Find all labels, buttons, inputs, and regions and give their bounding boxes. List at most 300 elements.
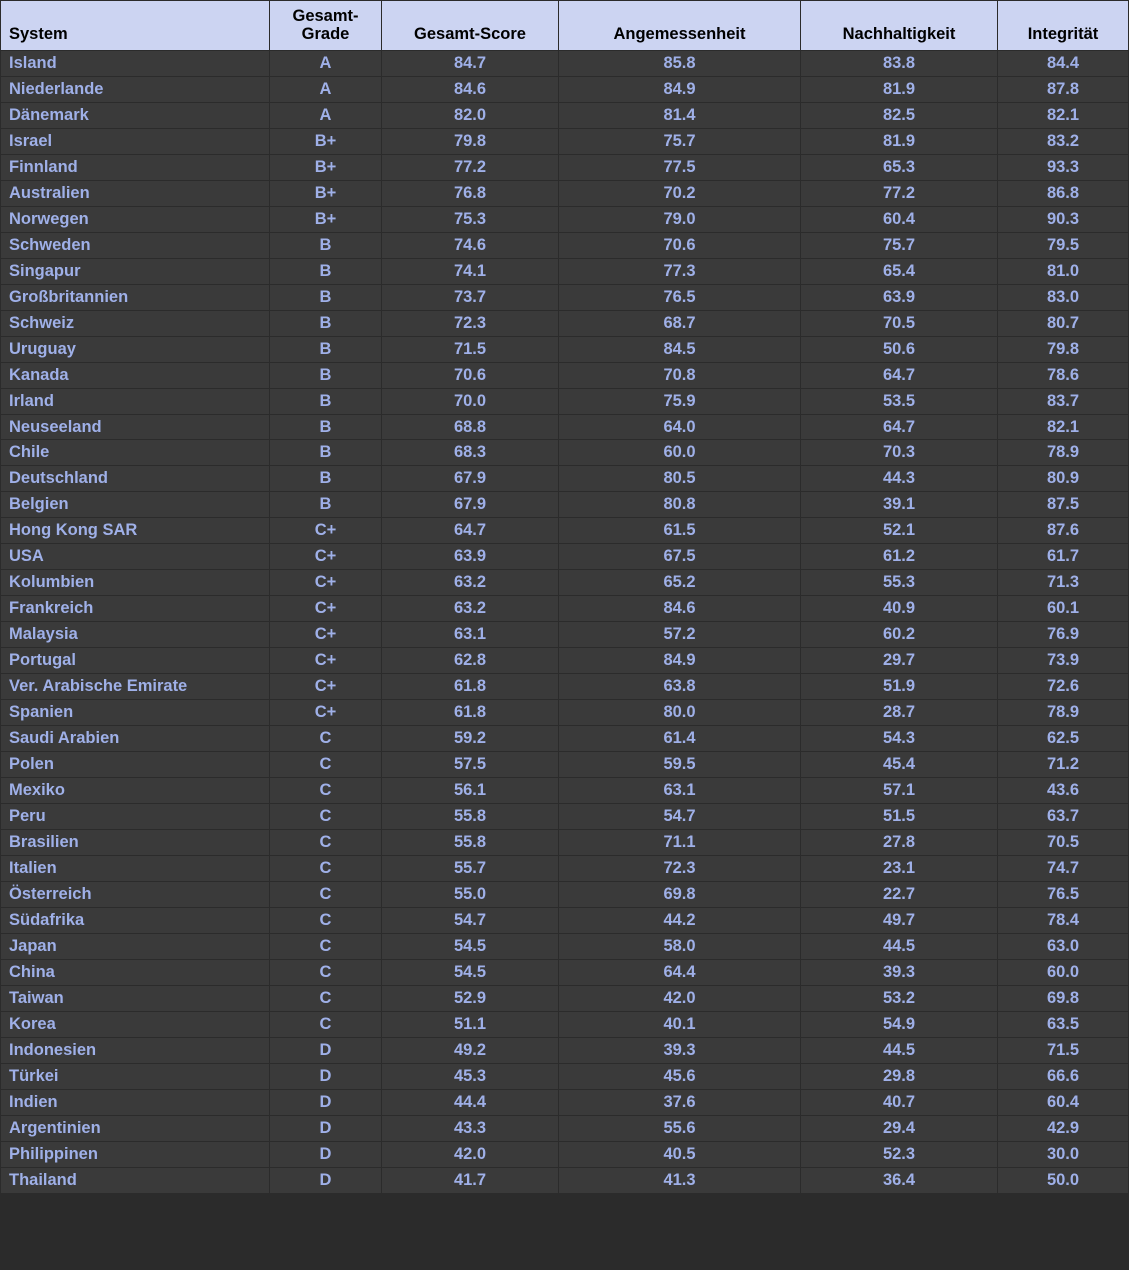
table-row bbox=[1, 1037, 1129, 1063]
cell-gesamt-grade: A bbox=[270, 76, 382, 102]
cell-gesamt-grade: D bbox=[270, 1037, 382, 1063]
cell-angemessenheit: 41.3 bbox=[559, 1167, 801, 1193]
cell-nachhaltigkeit: 70.3 bbox=[801, 440, 998, 466]
cell-nachhaltigkeit: 23.1 bbox=[801, 855, 998, 881]
cell-system: Peru bbox=[1, 804, 270, 830]
cell-gesamt-score: 51.1 bbox=[382, 1011, 559, 1037]
table-row bbox=[1, 518, 1129, 544]
table-header bbox=[1, 1, 1129, 51]
cell-integritaet: 79.8 bbox=[998, 336, 1129, 362]
cell-gesamt-score: 41.7 bbox=[382, 1167, 559, 1193]
table-row bbox=[1, 206, 1129, 232]
cell-angemessenheit: 65.2 bbox=[559, 570, 801, 596]
cell-nachhaltigkeit: 50.6 bbox=[801, 336, 998, 362]
cell-gesamt-score: 82.0 bbox=[382, 102, 559, 128]
cell-system: Deutschland bbox=[1, 466, 270, 492]
cell-gesamt-grade: D bbox=[270, 1141, 382, 1167]
table-row bbox=[1, 362, 1129, 388]
cell-angemessenheit: 81.4 bbox=[559, 102, 801, 128]
table-row bbox=[1, 154, 1129, 180]
cell-nachhaltigkeit: 60.4 bbox=[801, 206, 998, 232]
cell-integritaet: 87.8 bbox=[998, 76, 1129, 102]
cell-integritaet: 71.2 bbox=[998, 752, 1129, 778]
cell-nachhaltigkeit: 64.7 bbox=[801, 362, 998, 388]
cell-gesamt-score: 52.9 bbox=[382, 985, 559, 1011]
cell-system: Australien bbox=[1, 180, 270, 206]
cell-system: Großbritannien bbox=[1, 284, 270, 310]
cell-nachhaltigkeit: 22.7 bbox=[801, 881, 998, 907]
table-row bbox=[1, 76, 1129, 102]
cell-angemessenheit: 64.0 bbox=[559, 414, 801, 440]
cell-gesamt-score: 70.6 bbox=[382, 362, 559, 388]
table-row bbox=[1, 933, 1129, 959]
cell-system: Norwegen bbox=[1, 206, 270, 232]
cell-gesamt-grade: B bbox=[270, 310, 382, 336]
cell-nachhaltigkeit: 81.9 bbox=[801, 128, 998, 154]
cell-gesamt-grade: A bbox=[270, 102, 382, 128]
table-row bbox=[1, 232, 1129, 258]
cell-gesamt-score: 55.8 bbox=[382, 830, 559, 856]
cell-nachhaltigkeit: 40.9 bbox=[801, 596, 998, 622]
cell-gesamt-grade: C bbox=[270, 726, 382, 752]
cell-gesamt-score: 67.9 bbox=[382, 466, 559, 492]
cell-nachhaltigkeit: 60.2 bbox=[801, 622, 998, 648]
cell-gesamt-grade: D bbox=[270, 1167, 382, 1193]
cell-gesamt-grade: B bbox=[270, 232, 382, 258]
cell-angemessenheit: 84.6 bbox=[559, 596, 801, 622]
cell-nachhaltigkeit: 64.7 bbox=[801, 414, 998, 440]
cell-angemessenheit: 85.8 bbox=[559, 50, 801, 76]
cell-gesamt-score: 74.6 bbox=[382, 232, 559, 258]
table-row bbox=[1, 907, 1129, 933]
table-row bbox=[1, 804, 1129, 830]
cell-gesamt-grade: B+ bbox=[270, 128, 382, 154]
cell-gesamt-grade: C bbox=[270, 778, 382, 804]
table-row bbox=[1, 1089, 1129, 1115]
table-row bbox=[1, 466, 1129, 492]
table-row bbox=[1, 570, 1129, 596]
cell-gesamt-score: 75.3 bbox=[382, 206, 559, 232]
cell-system: China bbox=[1, 959, 270, 985]
cell-nachhaltigkeit: 63.9 bbox=[801, 284, 998, 310]
cell-angemessenheit: 72.3 bbox=[559, 855, 801, 881]
cell-angemessenheit: 58.0 bbox=[559, 933, 801, 959]
cell-gesamt-grade: C bbox=[270, 752, 382, 778]
cell-system: Schweden bbox=[1, 232, 270, 258]
cell-gesamt-grade: B+ bbox=[270, 180, 382, 206]
cell-integritaet: 63.5 bbox=[998, 1011, 1129, 1037]
table-row bbox=[1, 336, 1129, 362]
cell-integritaet: 80.7 bbox=[998, 310, 1129, 336]
cell-system: Uruguay bbox=[1, 336, 270, 362]
cell-system: Mexiko bbox=[1, 778, 270, 804]
cell-angemessenheit: 64.4 bbox=[559, 959, 801, 985]
cell-integritaet: 80.9 bbox=[998, 466, 1129, 492]
cell-gesamt-score: 71.5 bbox=[382, 336, 559, 362]
cell-angemessenheit: 54.7 bbox=[559, 804, 801, 830]
cell-gesamt-grade: B bbox=[270, 284, 382, 310]
table-row bbox=[1, 985, 1129, 1011]
cell-integritaet: 71.3 bbox=[998, 570, 1129, 596]
cell-system: Belgien bbox=[1, 492, 270, 518]
cell-system: Italien bbox=[1, 855, 270, 881]
column-header-nachhaltigkeit: Nachhaltigkeit bbox=[801, 1, 998, 51]
cell-angemessenheit: 70.2 bbox=[559, 180, 801, 206]
cell-system: Türkei bbox=[1, 1063, 270, 1089]
cell-gesamt-grade: C bbox=[270, 959, 382, 985]
cell-gesamt-grade: D bbox=[270, 1115, 382, 1141]
cell-system: Korea bbox=[1, 1011, 270, 1037]
cell-nachhaltigkeit: 82.5 bbox=[801, 102, 998, 128]
cell-nachhaltigkeit: 54.9 bbox=[801, 1011, 998, 1037]
cell-nachhaltigkeit: 51.5 bbox=[801, 804, 998, 830]
table-row bbox=[1, 700, 1129, 726]
cell-gesamt-score: 55.0 bbox=[382, 881, 559, 907]
cell-angemessenheit: 40.1 bbox=[559, 1011, 801, 1037]
cell-angemessenheit: 76.5 bbox=[559, 284, 801, 310]
cell-gesamt-score: 64.7 bbox=[382, 518, 559, 544]
cell-angemessenheit: 42.0 bbox=[559, 985, 801, 1011]
cell-integritaet: 76.9 bbox=[998, 622, 1129, 648]
cell-gesamt-score: 43.3 bbox=[382, 1115, 559, 1141]
cell-integritaet: 74.7 bbox=[998, 855, 1129, 881]
cell-integritaet: 30.0 bbox=[998, 1141, 1129, 1167]
cell-gesamt-grade: C+ bbox=[270, 700, 382, 726]
cell-angemessenheit: 80.8 bbox=[559, 492, 801, 518]
table-row bbox=[1, 1011, 1129, 1037]
cell-gesamt-score: 54.5 bbox=[382, 933, 559, 959]
cell-integritaet: 60.1 bbox=[998, 596, 1129, 622]
column-header-angemessenheit: Angemessenheit bbox=[559, 1, 801, 51]
cell-integritaet: 70.5 bbox=[998, 830, 1129, 856]
cell-system: Malaysia bbox=[1, 622, 270, 648]
table-row bbox=[1, 180, 1129, 206]
cell-nachhaltigkeit: 77.2 bbox=[801, 180, 998, 206]
cell-system: USA bbox=[1, 544, 270, 570]
cell-gesamt-grade: B bbox=[270, 492, 382, 518]
table-row bbox=[1, 648, 1129, 674]
cell-angemessenheit: 80.5 bbox=[559, 466, 801, 492]
cell-system: Chile bbox=[1, 440, 270, 466]
table-row bbox=[1, 544, 1129, 570]
cell-gesamt-grade: C bbox=[270, 881, 382, 907]
cell-integritaet: 90.3 bbox=[998, 206, 1129, 232]
cell-gesamt-score: 63.2 bbox=[382, 570, 559, 596]
column-header-gesamt-grade-line2: Grade bbox=[301, 25, 350, 44]
cell-system: Israel bbox=[1, 128, 270, 154]
cell-nachhaltigkeit: 27.8 bbox=[801, 830, 998, 856]
cell-gesamt-grade: B bbox=[270, 440, 382, 466]
cell-gesamt-grade: B bbox=[270, 258, 382, 284]
cell-nachhaltigkeit: 51.9 bbox=[801, 674, 998, 700]
cell-system: Österreich bbox=[1, 881, 270, 907]
cell-gesamt-score: 67.9 bbox=[382, 492, 559, 518]
cell-gesamt-grade: C bbox=[270, 855, 382, 881]
cell-nachhaltigkeit: 39.3 bbox=[801, 959, 998, 985]
cell-system: Hong Kong SAR bbox=[1, 518, 270, 544]
cell-gesamt-grade: B+ bbox=[270, 154, 382, 180]
cell-gesamt-score: 56.1 bbox=[382, 778, 559, 804]
cell-nachhaltigkeit: 36.4 bbox=[801, 1167, 998, 1193]
cell-system: Dänemark bbox=[1, 102, 270, 128]
cell-gesamt-grade: C+ bbox=[270, 544, 382, 570]
cell-gesamt-grade: D bbox=[270, 1089, 382, 1115]
cell-system: Neuseeland bbox=[1, 414, 270, 440]
cell-integritaet: 63.7 bbox=[998, 804, 1129, 830]
cell-integritaet: 66.6 bbox=[998, 1063, 1129, 1089]
cell-nachhaltigkeit: 81.9 bbox=[801, 76, 998, 102]
cell-system: Indien bbox=[1, 1089, 270, 1115]
cell-nachhaltigkeit: 39.1 bbox=[801, 492, 998, 518]
cell-angemessenheit: 67.5 bbox=[559, 544, 801, 570]
table-row bbox=[1, 388, 1129, 414]
cell-gesamt-grade: C bbox=[270, 933, 382, 959]
cell-angemessenheit: 75.9 bbox=[559, 388, 801, 414]
cell-gesamt-grade: C bbox=[270, 1011, 382, 1037]
cell-angemessenheit: 59.5 bbox=[559, 752, 801, 778]
cell-nachhaltigkeit: 29.7 bbox=[801, 648, 998, 674]
cell-angemessenheit: 77.5 bbox=[559, 154, 801, 180]
cell-integritaet: 78.9 bbox=[998, 440, 1129, 466]
cell-nachhaltigkeit: 55.3 bbox=[801, 570, 998, 596]
column-header-integritaet: Integrität bbox=[998, 1, 1129, 51]
cell-gesamt-grade: B bbox=[270, 466, 382, 492]
cell-integritaet: 60.4 bbox=[998, 1089, 1129, 1115]
cell-gesamt-grade: C bbox=[270, 804, 382, 830]
cell-system: Philippinen bbox=[1, 1141, 270, 1167]
cell-gesamt-score: 62.8 bbox=[382, 648, 559, 674]
cell-system: Polen bbox=[1, 752, 270, 778]
cell-gesamt-score: 79.8 bbox=[382, 128, 559, 154]
table-row bbox=[1, 1115, 1129, 1141]
column-header-system: System bbox=[1, 1, 270, 51]
cell-gesamt-score: 63.2 bbox=[382, 596, 559, 622]
cell-gesamt-score: 59.2 bbox=[382, 726, 559, 752]
table-row bbox=[1, 258, 1129, 284]
cell-angemessenheit: 37.6 bbox=[559, 1089, 801, 1115]
cell-system: Taiwan bbox=[1, 985, 270, 1011]
cell-nachhaltigkeit: 29.4 bbox=[801, 1115, 998, 1141]
cell-angemessenheit: 69.8 bbox=[559, 881, 801, 907]
cell-system: Argentinien bbox=[1, 1115, 270, 1141]
cell-nachhaltigkeit: 44.5 bbox=[801, 1037, 998, 1063]
cell-gesamt-grade: C+ bbox=[270, 648, 382, 674]
cell-system: Schweiz bbox=[1, 310, 270, 336]
cell-gesamt-grade: D bbox=[270, 1063, 382, 1089]
cell-integritaet: 79.5 bbox=[998, 232, 1129, 258]
cell-angemessenheit: 77.3 bbox=[559, 258, 801, 284]
table-row bbox=[1, 492, 1129, 518]
cell-nachhaltigkeit: 70.5 bbox=[801, 310, 998, 336]
column-header-gesamt-score: Gesamt-Score bbox=[382, 1, 559, 51]
cell-integritaet: 63.0 bbox=[998, 933, 1129, 959]
table-row bbox=[1, 959, 1129, 985]
table-header-row bbox=[1, 1, 1129, 51]
cell-gesamt-score: 42.0 bbox=[382, 1141, 559, 1167]
cell-integritaet: 86.8 bbox=[998, 180, 1129, 206]
cell-angemessenheit: 57.2 bbox=[559, 622, 801, 648]
cell-gesamt-score: 74.1 bbox=[382, 258, 559, 284]
cell-nachhaltigkeit: 57.1 bbox=[801, 778, 998, 804]
cell-nachhaltigkeit: 65.3 bbox=[801, 154, 998, 180]
table-row bbox=[1, 414, 1129, 440]
cell-angemessenheit: 44.2 bbox=[559, 907, 801, 933]
cell-gesamt-score: 55.7 bbox=[382, 855, 559, 881]
cell-gesamt-score: 54.5 bbox=[382, 959, 559, 985]
cell-nachhaltigkeit: 44.3 bbox=[801, 466, 998, 492]
cell-angemessenheit: 84.9 bbox=[559, 648, 801, 674]
column-header-gesamt-grade-line1: Gesamt- bbox=[292, 7, 359, 25]
cell-system: Saudi Arabien bbox=[1, 726, 270, 752]
cell-angemessenheit: 79.0 bbox=[559, 206, 801, 232]
table-row bbox=[1, 830, 1129, 856]
cell-integritaet: 82.1 bbox=[998, 414, 1129, 440]
cell-system: Finnland bbox=[1, 154, 270, 180]
table-row bbox=[1, 778, 1129, 804]
cell-integritaet: 72.6 bbox=[998, 674, 1129, 700]
cell-gesamt-score: 68.3 bbox=[382, 440, 559, 466]
cell-nachhaltigkeit: 40.7 bbox=[801, 1089, 998, 1115]
cell-angemessenheit: 84.9 bbox=[559, 76, 801, 102]
cell-system: Ver. Arabische Emirate bbox=[1, 674, 270, 700]
cell-nachhaltigkeit: 54.3 bbox=[801, 726, 998, 752]
cell-nachhaltigkeit: 29.8 bbox=[801, 1063, 998, 1089]
cell-nachhaltigkeit: 53.2 bbox=[801, 985, 998, 1011]
cell-system: Portugal bbox=[1, 648, 270, 674]
cell-gesamt-grade: C+ bbox=[270, 674, 382, 700]
cell-nachhaltigkeit: 65.4 bbox=[801, 258, 998, 284]
table-row bbox=[1, 1063, 1129, 1089]
cell-gesamt-score: 44.4 bbox=[382, 1089, 559, 1115]
table-row bbox=[1, 881, 1129, 907]
cell-gesamt-grade: A bbox=[270, 50, 382, 76]
cell-gesamt-grade: B bbox=[270, 336, 382, 362]
cell-gesamt-score: 84.6 bbox=[382, 76, 559, 102]
cell-system: Spanien bbox=[1, 700, 270, 726]
table-row bbox=[1, 596, 1129, 622]
cell-integritaet: 50.0 bbox=[998, 1167, 1129, 1193]
column-header-gesamt-grade bbox=[270, 1, 382, 51]
cell-integritaet: 78.6 bbox=[998, 362, 1129, 388]
cell-integritaet: 83.7 bbox=[998, 388, 1129, 414]
table-row bbox=[1, 310, 1129, 336]
cell-integritaet: 93.3 bbox=[998, 154, 1129, 180]
cell-angemessenheit: 80.0 bbox=[559, 700, 801, 726]
table-row bbox=[1, 128, 1129, 154]
cell-gesamt-grade: C+ bbox=[270, 518, 382, 544]
cell-integritaet: 76.5 bbox=[998, 881, 1129, 907]
cell-nachhaltigkeit: 53.5 bbox=[801, 388, 998, 414]
cell-integritaet: 62.5 bbox=[998, 726, 1129, 752]
cell-gesamt-score: 63.1 bbox=[382, 622, 559, 648]
cell-nachhaltigkeit: 44.5 bbox=[801, 933, 998, 959]
cell-angemessenheit: 60.0 bbox=[559, 440, 801, 466]
table-row bbox=[1, 855, 1129, 881]
table-row bbox=[1, 752, 1129, 778]
cell-gesamt-grade: C+ bbox=[270, 570, 382, 596]
cell-integritaet: 42.9 bbox=[998, 1115, 1129, 1141]
cell-system: Niederlande bbox=[1, 76, 270, 102]
cell-gesamt-score: 72.3 bbox=[382, 310, 559, 336]
cell-gesamt-grade: C bbox=[270, 985, 382, 1011]
table-row bbox=[1, 622, 1129, 648]
cell-gesamt-grade: C bbox=[270, 907, 382, 933]
cell-angemessenheit: 45.6 bbox=[559, 1063, 801, 1089]
cell-integritaet: 78.4 bbox=[998, 907, 1129, 933]
cell-nachhaltigkeit: 52.3 bbox=[801, 1141, 998, 1167]
cell-gesamt-grade: B bbox=[270, 362, 382, 388]
cell-angemessenheit: 68.7 bbox=[559, 310, 801, 336]
table-row bbox=[1, 50, 1129, 76]
cell-system: Kanada bbox=[1, 362, 270, 388]
table-row bbox=[1, 674, 1129, 700]
cell-integritaet: 43.6 bbox=[998, 778, 1129, 804]
cell-integritaet: 69.8 bbox=[998, 985, 1129, 1011]
cell-gesamt-score: 54.7 bbox=[382, 907, 559, 933]
cell-gesamt-score: 84.7 bbox=[382, 50, 559, 76]
cell-system: Brasilien bbox=[1, 830, 270, 856]
cell-angemessenheit: 75.7 bbox=[559, 128, 801, 154]
cell-angemessenheit: 70.8 bbox=[559, 362, 801, 388]
cell-gesamt-grade: B+ bbox=[270, 206, 382, 232]
cell-integritaet: 82.1 bbox=[998, 102, 1129, 128]
cell-integritaet: 84.4 bbox=[998, 50, 1129, 76]
cell-system: Singapur bbox=[1, 258, 270, 284]
cell-gesamt-grade: B bbox=[270, 414, 382, 440]
cell-integritaet: 87.6 bbox=[998, 518, 1129, 544]
cell-gesamt-score: 45.3 bbox=[382, 1063, 559, 1089]
table-body bbox=[1, 50, 1129, 1193]
cell-gesamt-grade: C bbox=[270, 830, 382, 856]
cell-gesamt-grade: B bbox=[270, 388, 382, 414]
table-row bbox=[1, 284, 1129, 310]
cell-nachhaltigkeit: 49.7 bbox=[801, 907, 998, 933]
cell-angemessenheit: 61.4 bbox=[559, 726, 801, 752]
cell-angemessenheit: 63.8 bbox=[559, 674, 801, 700]
table-row bbox=[1, 1167, 1129, 1193]
cell-angemessenheit: 40.5 bbox=[559, 1141, 801, 1167]
cell-angemessenheit: 55.6 bbox=[559, 1115, 801, 1141]
cell-integritaet: 87.5 bbox=[998, 492, 1129, 518]
cell-nachhaltigkeit: 45.4 bbox=[801, 752, 998, 778]
cell-integritaet: 81.0 bbox=[998, 258, 1129, 284]
cell-nachhaltigkeit: 75.7 bbox=[801, 232, 998, 258]
cell-system: Indonesien bbox=[1, 1037, 270, 1063]
cell-nachhaltigkeit: 52.1 bbox=[801, 518, 998, 544]
table-row bbox=[1, 440, 1129, 466]
cell-gesamt-score: 55.8 bbox=[382, 804, 559, 830]
cell-gesamt-score: 61.8 bbox=[382, 674, 559, 700]
cell-gesamt-score: 61.8 bbox=[382, 700, 559, 726]
cell-gesamt-score: 57.5 bbox=[382, 752, 559, 778]
cell-gesamt-score: 73.7 bbox=[382, 284, 559, 310]
cell-gesamt-score: 70.0 bbox=[382, 388, 559, 414]
cell-nachhaltigkeit: 83.8 bbox=[801, 50, 998, 76]
cell-angemessenheit: 61.5 bbox=[559, 518, 801, 544]
cell-angemessenheit: 70.6 bbox=[559, 232, 801, 258]
cell-gesamt-score: 49.2 bbox=[382, 1037, 559, 1063]
cell-system: Kolumbien bbox=[1, 570, 270, 596]
cell-system: Irland bbox=[1, 388, 270, 414]
table-row bbox=[1, 1141, 1129, 1167]
cell-angemessenheit: 84.5 bbox=[559, 336, 801, 362]
cell-system: Japan bbox=[1, 933, 270, 959]
cell-gesamt-grade: C+ bbox=[270, 622, 382, 648]
cell-system: Südafrika bbox=[1, 907, 270, 933]
cell-integritaet: 83.0 bbox=[998, 284, 1129, 310]
cell-integritaet: 71.5 bbox=[998, 1037, 1129, 1063]
cell-nachhaltigkeit: 28.7 bbox=[801, 700, 998, 726]
